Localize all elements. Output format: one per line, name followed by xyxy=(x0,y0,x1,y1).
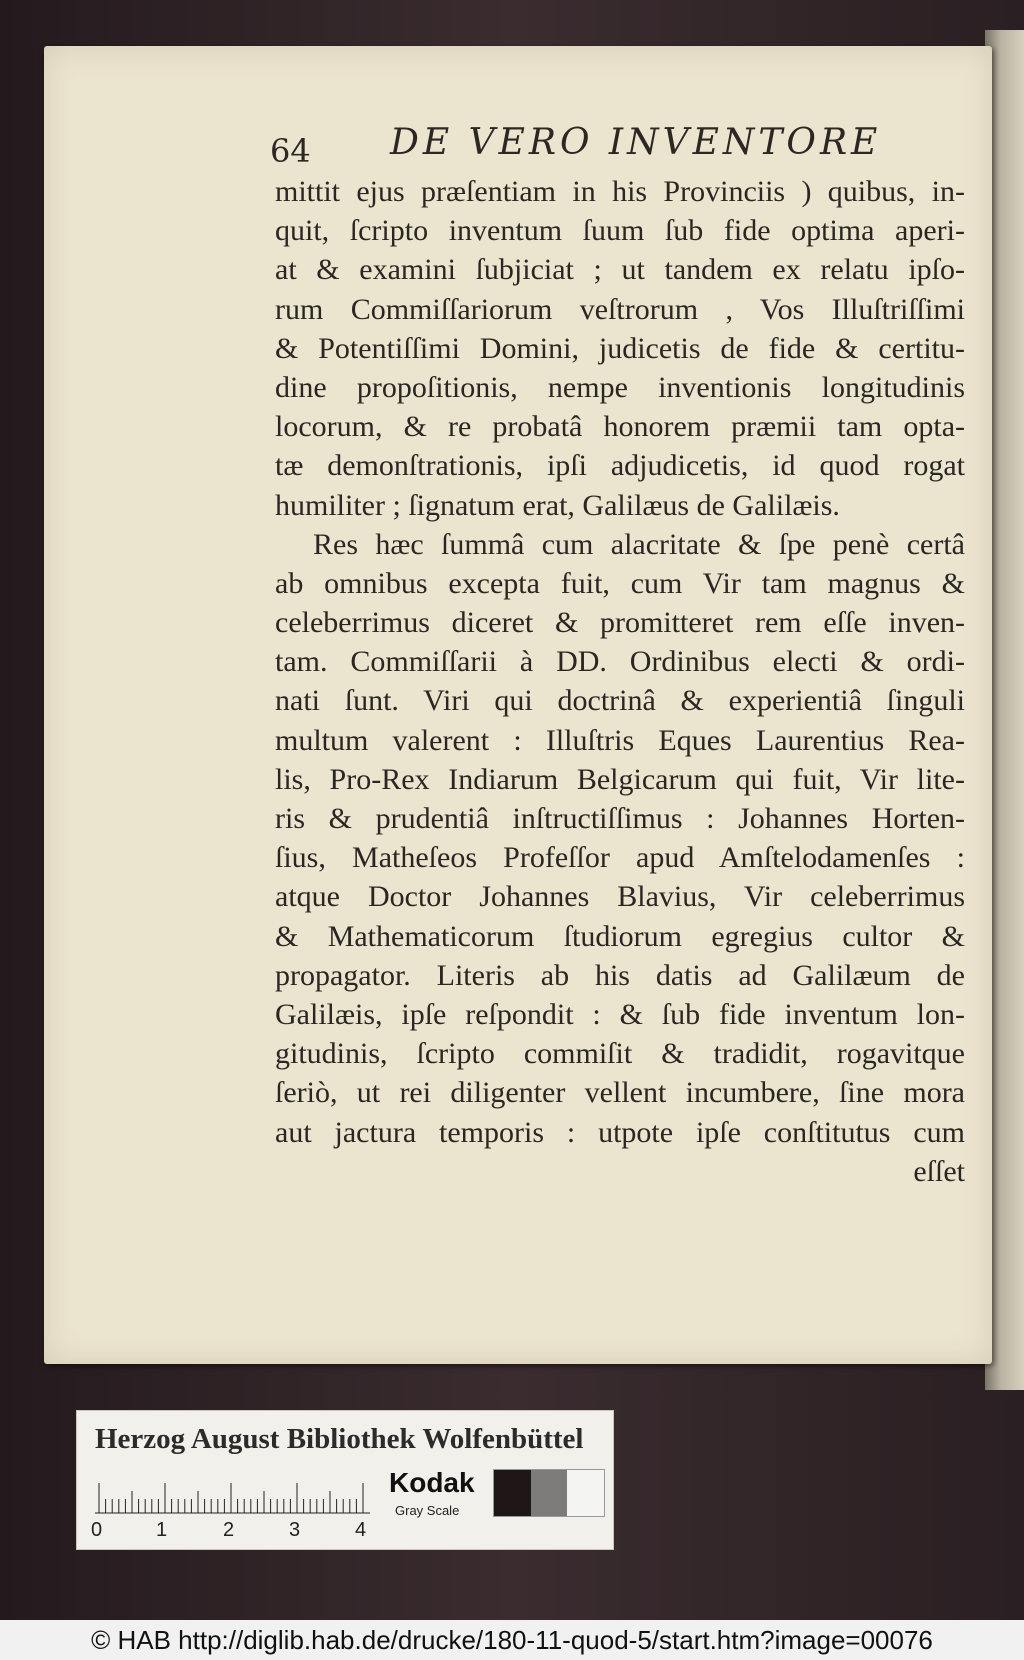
footer-bar xyxy=(0,1620,1024,1660)
text-line: & Potentiſſimi Domini, judicetis de fide & certitu- xyxy=(275,331,965,365)
running-head xyxy=(270,118,970,168)
library-name: Herzog August Bibliothek Wolfenbüttel xyxy=(95,1423,584,1455)
text-line: tam. Commiſſarii à DD. Ordinibus electi & ordi- xyxy=(275,645,965,679)
text-line: ris & prudentiâ inſtructiſſimus : Johannes Horten- xyxy=(275,802,965,835)
copyright-url: © HAB http://diglib.hab.de/drucke/180-11-quod-5/start.htm?image=00076 xyxy=(91,1625,933,1655)
text-line: multum valerent : Illuſtris Eques Laurentius Rea- xyxy=(275,723,965,757)
text-line: ab omnibus excepta fuit, cum Vir tam magnus & xyxy=(275,566,965,600)
swatch-mid xyxy=(531,1470,568,1516)
text-line: propagator. Literis ab his datis ad Galilæum de xyxy=(275,958,965,992)
ruler-scale xyxy=(95,1469,370,1517)
page-number: 64 xyxy=(270,132,311,170)
text-line: ſius, Matheſeos Profeſſor apud Amſtelodamenſes : xyxy=(275,841,965,875)
kodak-logo: Kodak xyxy=(389,1467,475,1498)
ruler-label: 4 xyxy=(355,1519,367,1541)
text-line: rum Commiſſariorum veſtrorum , Vos Illuſtriſſimi xyxy=(275,292,965,326)
text-line: tæ demonſtrationis, ipſi adjudicetis, id quod rogat xyxy=(275,449,965,483)
ruler-label: 0 xyxy=(91,1519,103,1541)
ruler-label: 3 xyxy=(289,1519,301,1541)
gray-scale-label: Gray Scale xyxy=(395,1503,460,1518)
text-line: nati ſunt. Viri qui doctrinâ & experientiâ ſinguli xyxy=(275,684,965,718)
text-line: lis, Pro-Rex Indiarum Belgicarum qui fuit, Vir lite- xyxy=(275,762,965,796)
ruler-label: 2 xyxy=(223,1519,235,1541)
text-line: at & examini ſubjiciat ; ut tandem ex relatu ipſo- xyxy=(275,253,965,287)
catchword: eſſet xyxy=(913,1154,965,1188)
text-line: aut jactura temporis : utpote ipſe conſtitutus cum xyxy=(275,1115,965,1149)
text-line: Galilæis, ipſe reſpondit : & ſub fide inventum lon- xyxy=(275,997,965,1031)
swatch-light xyxy=(567,1470,604,1516)
text-line: dine propoſitionis, nempe inventionis longitudinis xyxy=(275,370,965,404)
color-calibration-card xyxy=(76,1410,614,1550)
body-text xyxy=(275,172,965,1191)
text-line: humiliter ; ſignatum erat, Galilæus de Galilæis. xyxy=(275,488,840,522)
ruler-label: 1 xyxy=(156,1519,168,1541)
text-line: locorum, & re probatâ honorem præmii tam opta- xyxy=(275,410,965,444)
text-line: & Mathematicorum ſtudiorum egregius cultor & xyxy=(275,919,965,953)
text-line: gitudinis, ſcripto commiſit & tradidit, rogavitque xyxy=(275,1037,965,1071)
text-line: celeberrimus diceret & promitteret rem eſſe inven- xyxy=(275,606,965,640)
text-line: quit, ſcripto inventum ſuum ſub fide optima aperi- xyxy=(275,214,965,248)
text-line: Res hæc ſummâ cum alacritate & ſpe penè certâ xyxy=(313,527,965,561)
text-line: ſeriò, ut rei diligenter vellent incumbere, ſine mora xyxy=(275,1076,965,1110)
running-head-title: DE VERO INVENTORE xyxy=(390,122,882,163)
text-line: mittit ejus præſentiam in his Provinciis ) quibus, in- xyxy=(275,175,965,208)
swatch-dark xyxy=(494,1470,531,1516)
text-line: atque Doctor Johannes Blavius, Vir celeberrimus xyxy=(275,880,965,914)
gray-swatches xyxy=(493,1469,605,1517)
